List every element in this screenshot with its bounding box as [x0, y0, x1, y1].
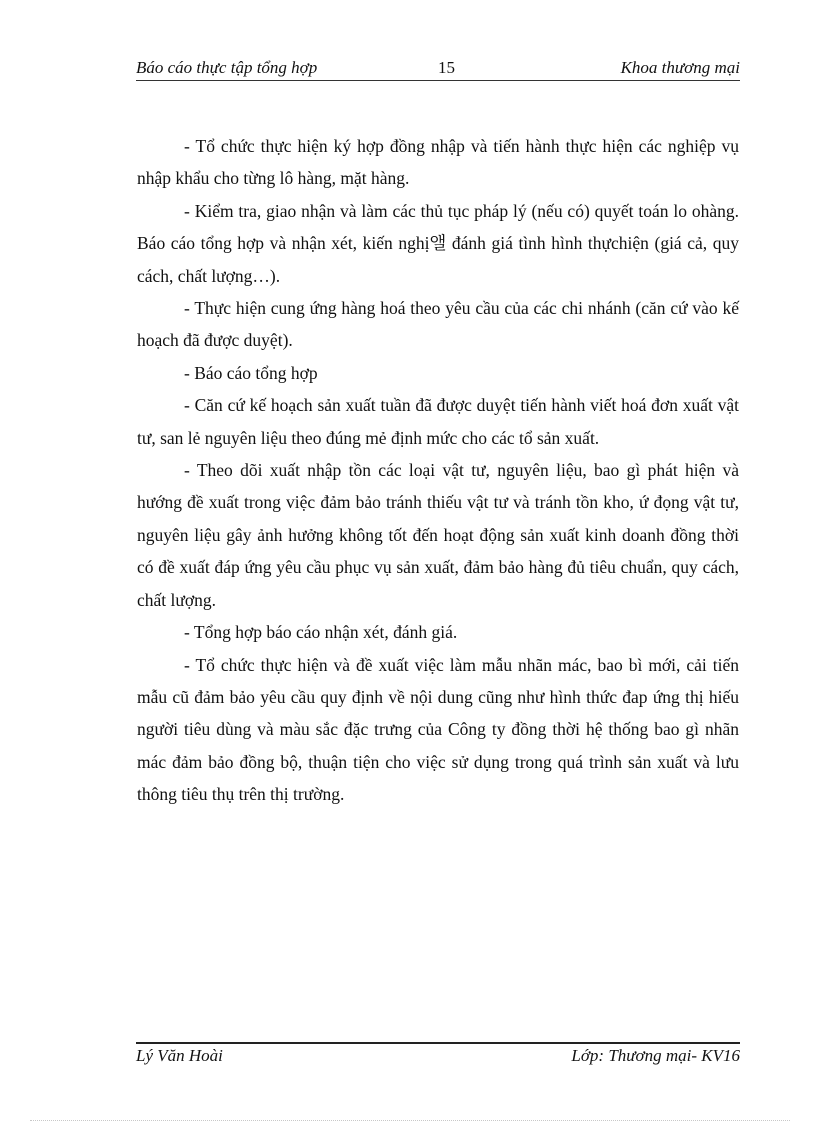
footer-author: Lý Văn Hoài — [136, 1046, 223, 1065]
paragraph-inspection: - Kiểm tra, giao nhận và làm các thủ tục pháp lý (nếu có) quyết toán lo ohàng. Báo cáo tổng hợp và nhận xét, kiến nghị앨 đánh giá tình hình thựchiện (giá cả, quy cách, chất lượng…). — [137, 200, 739, 286]
page-footer — [136, 1046, 740, 1068]
document-body — [137, 130, 739, 811]
page-number: 15 — [438, 58, 455, 77]
page-header — [136, 56, 740, 81]
paragraph-summary-report: - Báo cáo tổng hợp — [184, 362, 318, 383]
footer-divider — [136, 1042, 740, 1044]
header-faculty: Khoa thương mại — [620, 58, 740, 77]
paragraph-packaging: - Tổ chức thực hiện và đề xuất việc làm mẫu nhãn mác, bao bì mới, cải tiến mẫu cũ đảm bảo yêu cầu quy định về nội dung cũng như hình thức đap ứng thị hiếu người tiêu dùng và màu sắc đặc trưng của Công ty đồng thời hệ thống bao gì nhãn mác đảm bảo đồng bộ, thuận tiện cho việc sử dụng trong quá trình sản xuất và lưu thông tiêu thụ trên thị trường. — [137, 654, 739, 805]
paragraph-import-contracts: - Tổ chức thực hiện ký hợp đồng nhập và tiến hành thực hiện các nghiệp vụ nhập khẩu cho từng lô hàng, mặt hàng. — [137, 136, 739, 189]
paragraph-supply: - Thực hiện cung ứng hàng hoá theo yêu cầu của các chi nhánh (căn cứ vào kế hoạch đã được duyệt). — [137, 298, 739, 351]
footer-class: Lớp: Thương mại- KV16 — [571, 1046, 740, 1065]
paragraph-inventory-tracking: - Theo dõi xuất nhập tồn các loại vật tư, nguyên liệu, bao gì phát hiện và hướng đề xuất trong việc đảm bảo tránh thiếu vật tư và tránh tồn kho, ứ đọng vật tư, nguyên liệu gây ảnh hưởng không tốt đến hoạt động sản xuất kinh doanh đồng thời có đề xuất đáp ứng yêu cầu phục vụ sản xuất, đảm bảo hàng đủ tiêu chuẩn, quy cách, chất lượng. — [137, 460, 739, 610]
page-edge-divider — [30, 1120, 790, 1121]
paragraph-evaluation: - Tổng hợp báo cáo nhận xét, đánh giá. — [184, 622, 458, 643]
paragraph-production-plan: - Căn cứ kế hoạch sản xuất tuần đã được duyệt tiến hành viết hoá đơn xuất vật tư, san lẻ nguyên liệu theo đúng mẻ định mức cho các tổ sản xuất. — [137, 395, 739, 448]
header-report-title: Báo cáo thực tập tổng hợp — [136, 58, 318, 77]
